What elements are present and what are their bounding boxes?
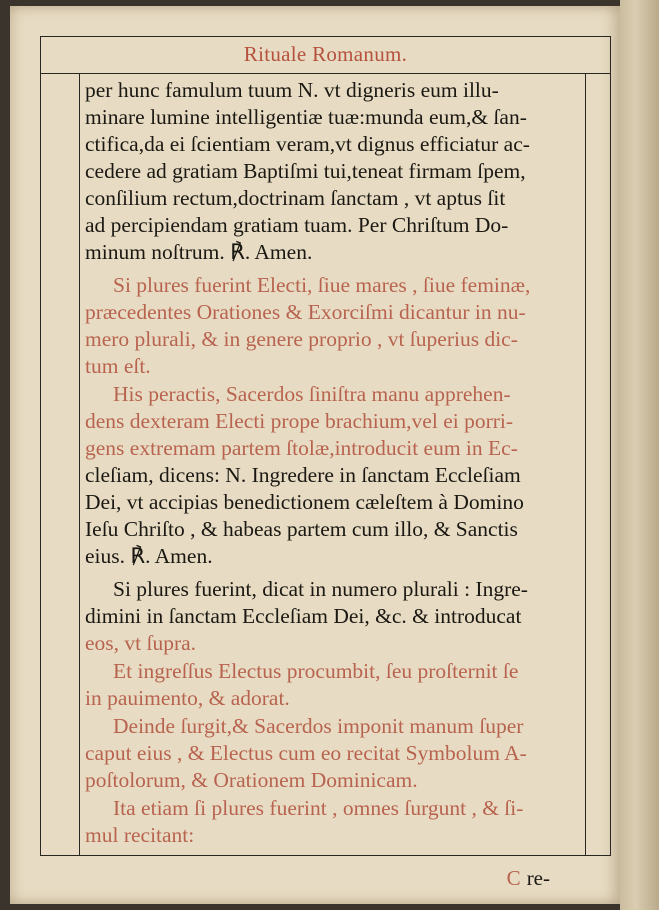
signature-mark: C — [506, 866, 521, 890]
text-line: Et ingreſſus Electus procumbit, ſeu proſternit ſe — [113, 659, 519, 683]
text-line: tum eſt. — [85, 354, 151, 378]
rubric-paragraph — [85, 795, 595, 849]
text-line: Ieſu Chriſto , & habeas partem cum illo, & Sanctis — [85, 517, 518, 541]
text-line: Si plures fuerint Electi, ſiue mares , ſiue feminæ, — [113, 273, 531, 297]
catchword — [507, 866, 550, 891]
text-line: Si plures fuerint, dicat in numero plurali : Ingre- — [113, 577, 528, 601]
text-line: gens extremam partem ſtolæ,introducit eum in Ec- — [85, 436, 518, 460]
rubric-paragraph — [85, 658, 595, 712]
plural-rubric-paragraph — [85, 576, 595, 657]
text-line: conſilium rectum,doctrinam ſanctam , vt aptus ſit — [85, 186, 506, 210]
text-line: ad percipiendam gratiam tuam. Per Chriſtum Do- — [85, 213, 509, 237]
page-frame — [40, 36, 611, 856]
text-line: Deinde ſurgit,& Sacerdos imponit manum ſuper — [113, 714, 524, 738]
text-line: dens dexteram Electi prope brachium,vel ei porri- — [85, 409, 514, 433]
text-line: His peractis, Sacerdos ſiniſtra manu apprehen- — [113, 382, 511, 406]
catchword-text: re- — [526, 866, 550, 890]
book-gutter — [620, 0, 659, 910]
text-line: minare lumine intelligentiæ tuæ:munda eum,& ſan- — [85, 105, 527, 129]
text-line: cedere ad gratiam Baptiſmi tui,teneat firmam ſpem, — [85, 159, 526, 183]
book-page — [10, 6, 622, 904]
text-line: ctifica,da ei ſcientiam veram,vt dignus efficiatur ac- — [85, 132, 530, 156]
text-line: caput eius , & Electus cum eo recitat Symbolum A- — [85, 741, 527, 765]
text-line: eos, vt ſupra. — [85, 631, 197, 655]
running-head: Rituale Romanum. — [243, 42, 408, 66]
text-line: in pauimento, & adorat. — [85, 686, 290, 710]
text-line: Dei, vt accipias benedictionem cæleſtem à Domino — [85, 490, 524, 514]
text-line: poſtolorum, & Orationem Dominicam. — [85, 768, 418, 792]
text-line: mero plurali, & in genere proprio , vt ſuperius dic- — [85, 327, 518, 351]
prayer-paragraph — [85, 77, 595, 266]
text-line: Ita etiam ſi plures fuerint , omnes ſurgunt , & ſi- — [113, 796, 524, 820]
text-line: per hunc famulum tuum N. vt digneris eum illu- — [85, 78, 499, 102]
text-line: minum noſtrum. ℟. Amen. — [85, 240, 313, 264]
rubric-and-prayer-paragraph — [85, 381, 595, 570]
rubric-paragraph — [85, 272, 595, 380]
rubric-paragraph — [85, 713, 595, 794]
text-line: mul recitant: — [85, 823, 195, 847]
text-line: dimini in ſanctam Eccleſiam Dei, &c. & introducat — [85, 604, 522, 628]
text-line: præcedentes Orationes & Exorciſmi dicantur in nu- — [85, 300, 526, 324]
text-line: cleſiam, dicens: N. Ingredere in ſanctam Eccleſiam — [85, 463, 521, 487]
text-line: eius. ℟. Amen. — [85, 544, 213, 568]
